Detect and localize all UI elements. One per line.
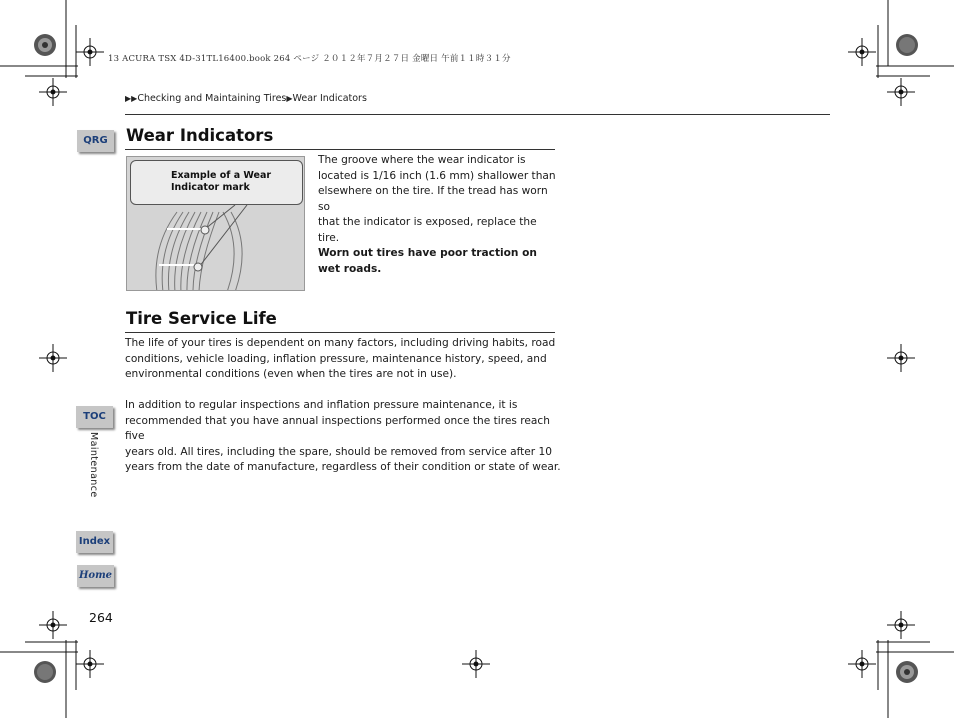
index-button[interactable]: Index (76, 531, 113, 553)
breadcrumb-separator: ▶ (286, 94, 293, 103)
breadcrumb-arrows: ▶▶ (125, 94, 138, 103)
page-number: 264 (89, 610, 113, 625)
tire-life-p2-line3: years old. All tires, including the spare, should be removed from service after 10 (125, 445, 553, 458)
toc-button[interactable]: TOC (76, 406, 113, 428)
tire-life-paragraph-1 (125, 336, 565, 383)
wear-body-line2: located is 1/16 inch (1.6 mm) shallower than (318, 169, 556, 182)
wear-indicator-figure (126, 156, 305, 291)
tire-life-paragraph-2 (125, 398, 565, 476)
wear-body-line3: elsewhere on the tire. If the tread has worn so (318, 185, 548, 213)
section-label: Maintenance (88, 432, 99, 498)
tire-life-p1-line1: The life of your tires is dependent on many factors, including driving habits, road (125, 337, 556, 349)
tire-service-life-heading: Tire Service Life (126, 309, 277, 328)
tire-life-p1-line2: conditions, vehicle loading, inflation pressure, maintenance history, speed, and (125, 352, 547, 365)
tire-life-p2-line4: years from the date of manufacture, regardless of their condition or state of wear. (125, 461, 561, 473)
wear-indicators-rule (125, 149, 555, 150)
wear-body-line4: that the indicator is exposed, replace the tire. (318, 216, 537, 244)
wear-indicators-body (318, 153, 558, 277)
wear-body-line1: The groove where the wear indicator is (318, 154, 526, 166)
qrg-button[interactable]: QRG (77, 130, 114, 152)
header-rule (125, 114, 830, 115)
breadcrumb (125, 93, 367, 104)
tire-life-p1-line3: environmental conditions (even when the tires are not in use). (125, 368, 457, 380)
print-header: 13 ACURA TSX 4D-31TL16400.book 264 ページ ２０１２年７月２７日 金曜日 午前１１時３１分 (108, 54, 511, 64)
wear-indicators-heading: Wear Indicators (126, 126, 274, 145)
figure-caption-line2: Indicator mark (171, 182, 250, 193)
tire-life-p2-line1: In addition to regular inspections and inflation pressure maintenance, it is (125, 399, 518, 411)
wear-warning-line1: Worn out tires have poor traction on (318, 247, 537, 259)
figure-caption-line1: Example of a Wear (171, 170, 272, 181)
tire-life-p2-line2: recommended that you have annual inspections performed once the tires reach five (125, 414, 550, 442)
wear-warning-line2: wet roads. (318, 262, 382, 275)
figure-callout (130, 160, 303, 205)
breadcrumb-link-checking-tires[interactable]: Checking and Maintaining Tires (137, 93, 287, 104)
tire-service-life-rule (125, 332, 555, 333)
breadcrumb-current: Wear Indicators (292, 93, 367, 104)
home-button[interactable]: Home (77, 565, 114, 587)
